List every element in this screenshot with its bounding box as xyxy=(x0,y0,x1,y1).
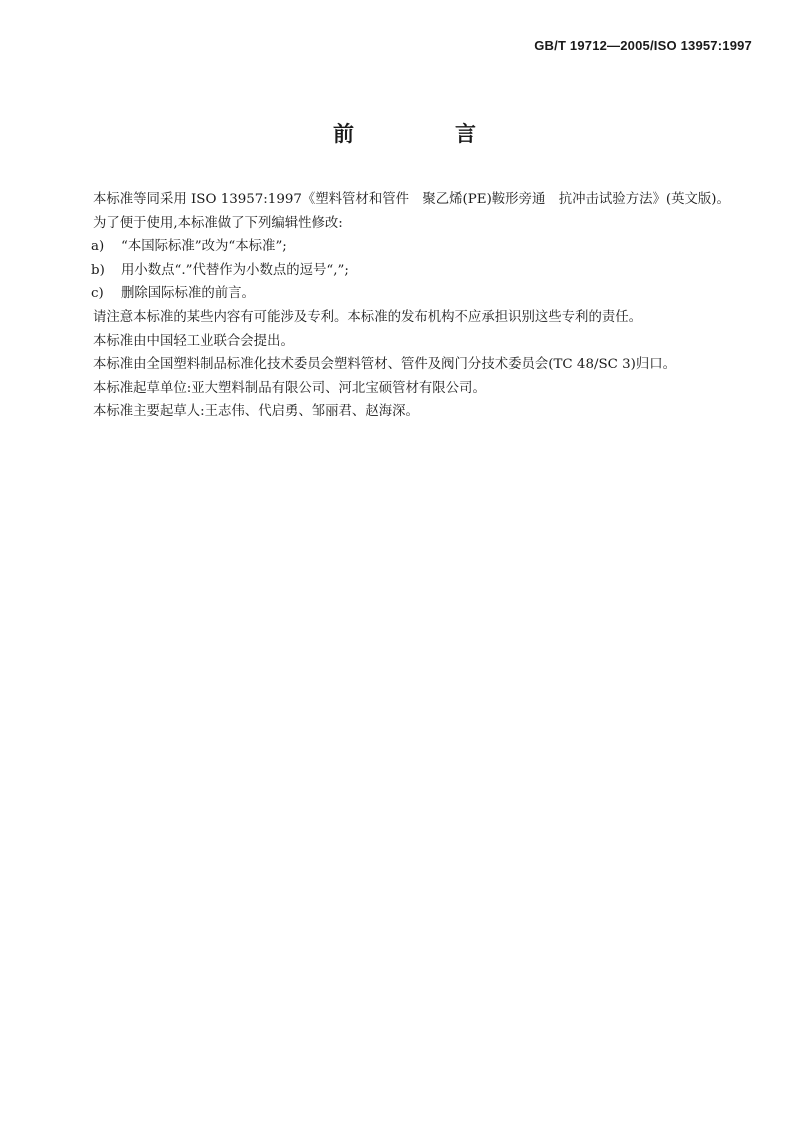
paragraph-drafters: 本标准主要起草人:王志伟、代启勇、邹丽君、赵海深。 xyxy=(93,404,419,420)
list-item-text: “本国际标准”改为“本标准”; xyxy=(121,239,287,255)
list-item xyxy=(53,282,753,306)
standard-number-header: GB/T 19712—2005/ISO 13957:1997 xyxy=(534,38,752,53)
paragraph-proposed-by: 本标准由中国轻工业联合会提出。 xyxy=(93,333,294,349)
modification-list xyxy=(53,235,753,306)
list-item xyxy=(53,259,753,283)
list-marker: c) xyxy=(91,286,104,302)
paragraph-modifications-intro: 为了便于使用,本标准做了下列编辑性修改: xyxy=(93,215,343,231)
paragraph-technical-committee: 本标准由全国塑料制品标准化技术委员会塑料管材、管件及阀门分技术委员会(TC 48/SC 3)归口。 xyxy=(93,357,677,373)
list-item xyxy=(53,235,753,259)
list-marker: b) xyxy=(91,262,105,278)
paragraph-adoption: 本标准等同采用 ISO 13957:1997《塑料管材和管件 聚乙烯(PE)鞍形旁通 抗冲击试验方法》(英文版)。 xyxy=(93,192,730,207)
paragraph-patent-notice: 请注意本标准的某些内容有可能涉及专利。本标准的发布机构不应承担识别这些专利的责任。 xyxy=(93,309,643,325)
list-item-text: 删除国际标准的前言。 xyxy=(121,286,255,302)
page-title: 前 言 xyxy=(333,122,516,146)
body-text xyxy=(53,188,753,424)
paragraph-drafting-units: 本标准起草单位:亚大塑料制品有限公司、河北宝硕管材有限公司。 xyxy=(93,380,486,396)
list-item-text: 用小数点“.”代替作为小数点的逗号“,”; xyxy=(121,262,349,278)
list-marker: a) xyxy=(91,239,105,255)
